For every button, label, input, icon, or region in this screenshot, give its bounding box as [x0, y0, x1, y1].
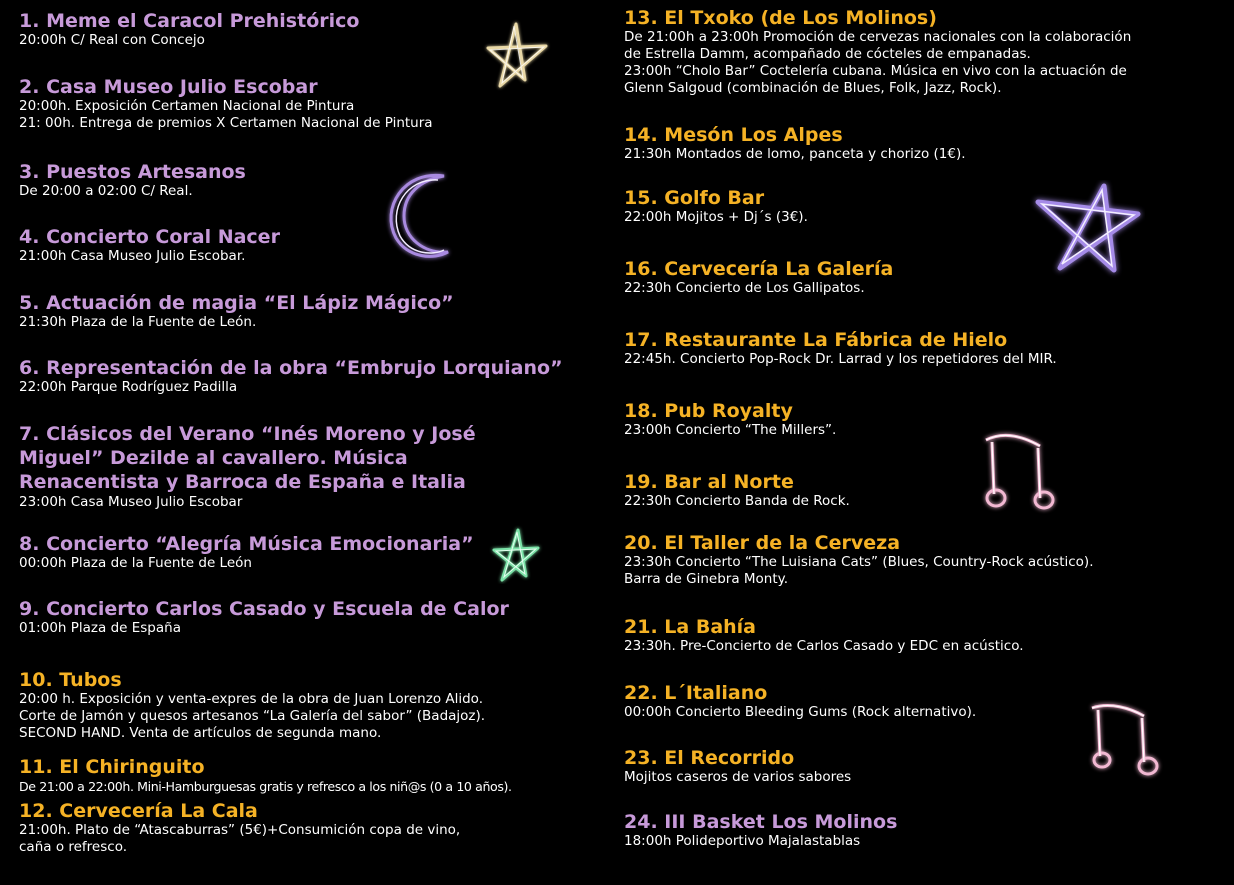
event-line: 23:30h Concierto “The Luisiana Cats” (Blues, Country-Rock acústico). — [624, 554, 1094, 570]
event-line: 21: 00h. Entrega de premios X Certamen Nacional de Pintura — [19, 115, 433, 131]
event-title: 23. El Recorrido — [624, 747, 795, 769]
event-title: 16. Cervecería La Galería — [624, 258, 894, 280]
event-9 — [19, 598, 599, 637]
event-line: Corte de Jamón y quesos artesanos “La Galería del sabor” (Badajoz). — [19, 708, 486, 724]
event-title: 9. Concierto Carlos Casado y Escuela de Calor — [19, 598, 509, 620]
star-icon — [488, 524, 544, 584]
star-icon — [1030, 180, 1145, 280]
event-line: 21:00h Casa Museo Julio Escobar. — [19, 248, 246, 264]
event-line: 20:00h C/ Real con Concejo — [19, 32, 205, 48]
event-6 — [19, 357, 599, 396]
event-line: Barra de Ginebra Monty. — [624, 571, 788, 587]
event-line: 23:00h “Cholo Bar” Coctelería cubana. Música en vivo con la actuación de — [624, 63, 1127, 79]
event-title: 6. Representación de la obra “Embrujo Lorquiano” — [19, 357, 563, 379]
event-title: 14. Mesón Los Alpes — [624, 124, 843, 146]
music-note-icon — [1086, 700, 1168, 784]
event-title: 20. El Taller de la Cerveza — [624, 532, 901, 554]
event-17 — [624, 329, 1224, 368]
event-4 — [19, 226, 599, 265]
event-21 — [624, 616, 1224, 655]
event-line: SECOND HAND. Venta de artículos de segunda mano. — [19, 725, 382, 741]
event-title: 24. III Basket Los Molinos — [624, 811, 898, 833]
event-11 — [19, 756, 599, 795]
crescent-moon-icon — [374, 168, 464, 264]
event-5 — [19, 292, 599, 331]
event-line: 21:30h Montados de lomo, panceta y chorizo (1€). — [624, 146, 966, 162]
event-line: 20:00 h. Exposición y venta-expres de la obra de Juan Lorenzo Alido. — [19, 691, 483, 707]
event-line: 00:00h Concierto Bleeding Gums (Rock alternativo). — [624, 704, 977, 720]
event-14 — [624, 124, 1224, 163]
event-line: 22:30h Concierto Banda de Rock. — [624, 493, 850, 509]
event-line: 22:30h Concierto de Los Gallipatos. — [624, 280, 865, 296]
event-12 — [19, 800, 599, 856]
event-line: 23:00h Casa Museo Julio Escobar — [19, 494, 243, 510]
event-line: 20:00h. Exposición Certamen Nacional de Pintura — [19, 98, 355, 114]
event-7 — [19, 422, 549, 511]
event-line: De 20:00 a 02:00 C/ Real. — [19, 183, 193, 199]
star-icon — [478, 16, 554, 92]
event-title: 17. Restaurante La Fábrica de Hielo — [624, 329, 1008, 351]
event-line: 22:00h Mojitos + Dj´s (3€). — [624, 209, 808, 225]
event-title: 21. La Bahía — [624, 616, 757, 638]
event-title: 18. Pub Royalty — [624, 400, 793, 422]
event-line: de Estrella Damm, acompañado de cócteles de empanadas. — [624, 46, 1031, 62]
event-line: caña o refresco. — [19, 839, 128, 855]
event-line: 21:00h. Plato de “Atascaburras” (5€)+Consumición copa de vino, — [19, 822, 461, 838]
event-title: 8. Concierto “Alegría Música Emocionaria” — [19, 533, 474, 555]
event-line: 23:00h Concierto “The Millers”. — [624, 422, 837, 438]
event-title: 7. Clásicos del Verano “Inés Moreno y José Miguel” Dezilde al cavallero. Música Renacentista y Barroca de España e Italia — [19, 423, 476, 493]
event-title: 19. Bar al Norte — [624, 471, 794, 493]
event-13 — [624, 7, 1224, 97]
event-title: 4. Concierto Coral Nacer — [19, 226, 280, 248]
event-title: 15. Golfo Bar — [624, 187, 765, 209]
event-line: 01:00h Plaza de España — [19, 620, 181, 636]
event-title: 13. El Txoko (de Los Molinos) — [624, 7, 937, 29]
event-10 — [19, 669, 599, 742]
event-line: 21:30h Plaza de la Fuente de León. — [19, 314, 257, 330]
event-title: 5. Actuación de magia “El Lápiz Mágico” — [19, 292, 454, 314]
event-title: 10. Tubos — [19, 669, 122, 691]
event-line: Mojitos caseros de varios sabores — [624, 769, 852, 785]
event-title: 1. Meme el Caracol Prehistórico — [19, 10, 360, 32]
event-line: 22:45h. Concierto Pop-Rock Dr. Larrad y los repetidores del MIR. — [624, 351, 1057, 367]
event-24 — [624, 811, 1224, 850]
event-title: 11. El Chiringuito — [19, 756, 205, 778]
event-19 — [624, 471, 1224, 510]
event-line: 00:00h Plaza de la Fuente de León — [19, 555, 252, 571]
event-line: 23:30h. Pre-Concierto de Carlos Casado y EDC en acústico. — [624, 638, 1024, 654]
event-title: 22. L´Italiano — [624, 682, 768, 704]
event-line: 18:00h Polideportivo Majalastablas — [624, 833, 861, 849]
event-title: 12. Cervecería La Cala — [19, 800, 258, 822]
event-line: Glenn Salgoud (combinación de Blues, Folk, Jazz, Rock). — [624, 80, 1002, 96]
music-note-icon — [978, 428, 1066, 524]
event-3 — [19, 161, 599, 200]
event-20 — [624, 532, 1224, 588]
event-18 — [624, 400, 1224, 439]
event-title: 3. Puestos Artesanos — [19, 161, 246, 183]
event-line: 22:00h Parque Rodríguez Padilla — [19, 379, 238, 395]
event-line: De 21:00 a 22:00h. Mini-Hamburguesas gratis y refresco a los niñ@s (0 a 10 años). — [19, 779, 512, 794]
event-line: De 21:00h a 23:00h Promoción de cervezas nacionales con la colaboración — [624, 29, 1132, 45]
event-title: 2. Casa Museo Julio Escobar — [19, 76, 318, 98]
